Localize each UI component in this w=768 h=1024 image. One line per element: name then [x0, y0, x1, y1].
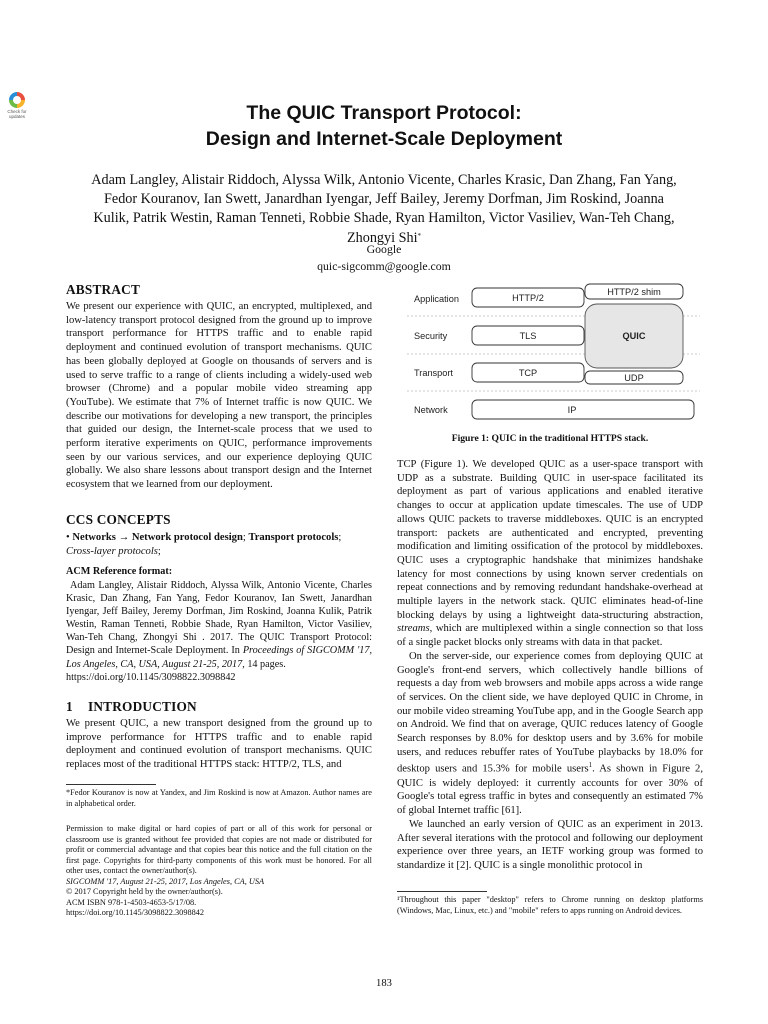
layer-label-application: Application: [414, 294, 459, 304]
acm-reference: [66, 579, 372, 684]
affiliation-block: [0, 241, 768, 275]
ccs-heading: CCS CONCEPTS: [66, 512, 171, 527]
paper-title: [0, 100, 768, 152]
box-http2-label: HTTP/2: [512, 293, 544, 303]
acm-ref-heading: ACM Reference format:: [66, 566, 173, 577]
right-paragraph-1: [397, 458, 703, 650]
desktop-mobile-footnote: ¹Throughout this paper "desktop" refers to Chrome running on desktop platforms (Windows, Mac, Linux, etc.) and "mobile" refers to apps running on Android devices.: [397, 895, 703, 915]
ccs-sep-2: ;: [338, 532, 342, 543]
permission-block: [66, 824, 372, 919]
ccs-sep: ;: [242, 532, 249, 543]
title-line-1: The QUIC Transport Protocol:: [246, 102, 522, 124]
intro-title: INTRODUCTION: [88, 699, 197, 714]
ccs-end: ;: [157, 545, 161, 557]
abstract-text: We present our experience with QUIC, an encrypted, multiplexed, and low-latency transport protocol designed from the ground up to improve transport performance for HTTPS traffic and to enable rapid deployment and continued evolution of transport mechanisms. QUIC has been globally deployed at Google on thousands of servers and is used to serve traffic to a range of clients including a widely-used web browser (Chrome) and a popular mobile video streaming app (YouTube). We estimate that 7% of Internet traffic is now QUIC. We describe our motivations for developing a new transport, the principles that guided our design, the Internet-scale process that we used to perform iterative experiments on QUIC, performance improvements seen by our various services, and our experience deploying QUIC globally. We also share lessons about transport design and the Internet ecosystem that we learned from our deployment.: [66, 301, 372, 491]
acm-ref-pages: , 14 pages.: [242, 658, 286, 670]
ccs-bullet: •: [66, 532, 70, 543]
acm-ref-doi[interactable]: https://doi.org/10.1145/3098822.3098842: [66, 671, 236, 683]
permission-copyright: © 2017 Copyright held by the owner/author(s).: [66, 887, 223, 896]
figure-1-caption: Figure 1: QUIC in the traditional HTTPS stack.: [451, 433, 649, 444]
ccs-term-transport: Transport protocols: [248, 532, 339, 543]
acm-ref-text: Adam Langley, Alistair Riddoch, Alyssa Wilk, Antonio Vicente, Charles Krasic, Dan Zhang, Fan Yang, Fedor Kouranov, Ian Swett, Janardhan Iyengar, Jeff Bailey, Jeremy Dorfman, Jim Roskind, Joanna Kulik, Patrik Westin, Raman Tenneti, Robbie Shade, Ryan Hamilton, Victor Vasiliev, Wan-Teh Chang, Zhongyi Shi . 2017. The QUIC Transport Protocol: Design and Internet-Scale Deployment. In: [66, 580, 372, 657]
right-p1-streams: streams: [397, 623, 430, 635]
right-p1-text: TCP (Figure 1). We developed QUIC as a user-space transport with UDP as a substrate. Building QUIC in user-space facilitated its deployment as part of various applications and enabled iterative changes to occur at application update timescales. The use of UDP allows QUIC packets to traverse middleboxes. QUIC is an encrypted transport: packets are authenticated and encrypted, preventing modification and limiting ossification of the protocol by middleboxes. QUIC uses a cryptographic handshake that minimizes handshake latency for most connections by using known server credentials on repeat connections and by removing redundant handshake-overhead at multiple layers in the network stack. QUIC eliminates head-of-line blocking delays by using a lightweight data-structuring abstraction,: [397, 459, 703, 621]
ccs-term-networks: Networks: [72, 532, 116, 543]
author-footnote-mark: *: [417, 231, 422, 240]
box-tcp-label: TCP: [518, 368, 538, 378]
right-footnote-rule: [397, 891, 487, 892]
footnote-rule: [66, 784, 156, 785]
right-p2-text: On the server-side, our experience comes from deploying QUIC at Google's front-end servers, which collectively handle billions of requests a day from web browsers and mobile apps across a wide range of services. On the client side, we have deployed QUIC in Chrome, in our mobile video streaming YouTube app, and in the Google Search app on Android. We find that on average, QUIC reduces latency of Google Search responses by 8.0% for desktop users and by 3.6% for mobile users, and reduces rebuffer rates of YouTube playbacks by 18.0% for desktop users and 15.3% for mobile users: [397, 650, 703, 775]
intro-number: 1: [66, 699, 73, 714]
box-ip-label: IP: [567, 405, 577, 415]
badge-label: Check for updates: [7, 109, 27, 119]
email[interactable]: quic-sigcomm@google.com: [317, 259, 451, 273]
intro-heading: [66, 699, 197, 715]
box-tls-label: TLS: [519, 331, 537, 341]
acm-ref-venue: Proceedings of SIGCOMM '17, Los Angeles, CA, USA, August 21-25, 2017: [66, 645, 372, 670]
author-list: [86, 171, 682, 248]
layer-label-security: Security: [414, 331, 448, 341]
right-p1-text-2: , which are multiplexed within a single connection so that loss of a single packet blocks only streams with data in that packet.: [397, 623, 703, 649]
ccs-term-design: Network protocol design: [131, 532, 243, 543]
title-line-2: Design and Internet-Scale Deployment: [205, 128, 563, 150]
intro-text: We present QUIC, a new transport designed from the ground up to improve performance for HTTPS traffic and to enable rapid deployment and continued evolution of transport mechanisms. QUIC replaces most of the traditional HTTPS stack: HTTP/2, TLS, and: [66, 718, 372, 771]
page-number: 183: [376, 978, 392, 989]
intro-body: [66, 717, 372, 772]
right-paragraph-2: [397, 650, 703, 818]
permission-venue: SIGCOMM '17, August 21-25, 2017, Los Angeles, CA, USA: [66, 876, 265, 886]
layer-label-network: Network: [414, 405, 448, 415]
author-footnote: *Fedor Kouranov is now at Yandex, and Jim Roskind is now at Amazon. Author names are in alphabetical order.: [66, 788, 372, 808]
ccs-concepts: [66, 531, 372, 558]
box-quic-label: QUIC: [622, 331, 646, 341]
ccs-arrow: →: [115, 532, 132, 543]
permission-text: Permission to make digital or hard copies of part or all of this work for personal or classroom use is granted without fee provided that copies are not made or distributed for profit or commercial advantage and that copies bear this notice and the full citation on the first page. Copyrights for third-party components of this work must be honored. For all other uses, contact the owner/author(s).: [66, 824, 372, 875]
permission-isbn: ACM ISBN 978-1-4503-4653-5/17/08.: [66, 897, 197, 907]
permission-doi[interactable]: https://doi.org/10.1145/3098822.3098842: [66, 908, 205, 917]
box-udp-label: UDP: [624, 373, 644, 383]
figure-1-diagram: [397, 278, 707, 430]
box-ip: [472, 400, 694, 419]
abstract-heading: ABSTRACT: [66, 282, 141, 297]
ccs-term-crosslayer: Cross-layer protocols: [66, 545, 158, 557]
right-paragraph-3: We launched an early version of QUIC as an experiment in 2013. After several iterations with the protocol and following our deployment experience over three years, an IETF working group was formed to standardize it [2]. QUIC is a single monolithic protocol in: [397, 818, 703, 871]
affiliation: Google: [366, 242, 402, 256]
box-http2-shim-label: HTTP/2 shim: [607, 287, 661, 297]
right-p2-footnote-mark: 1: [588, 761, 593, 770]
layer-label-transport: Transport: [414, 368, 453, 378]
right-p2-text-2: . As shown in Figure 2, QUIC is widely deployed: it currently accounts for over 30% of Google's total egress traffic in bytes and consequently an estimated 7% of global Internet traffic [61].: [397, 764, 704, 817]
abstract-body: [66, 300, 372, 492]
right-column-body: [397, 458, 703, 873]
authors-text: Adam Langley, Alistair Riddoch, Alyssa Wilk, Antonio Vicente, Charles Krasic, Dan Zhang, Fan Yang, Fedor Kouranov, Ian Swett, Janardhan Iyengar, Jeff Bailey, Jeremy Dorfman, Jim Roskind, Joanna Kulik, Patrik Westin, Raman Tenneti, Robbie Shade, Ryan Hamilton, Victor Vasiliev, Wan-Teh Chang, Zhongyi Shi: [91, 172, 677, 246]
